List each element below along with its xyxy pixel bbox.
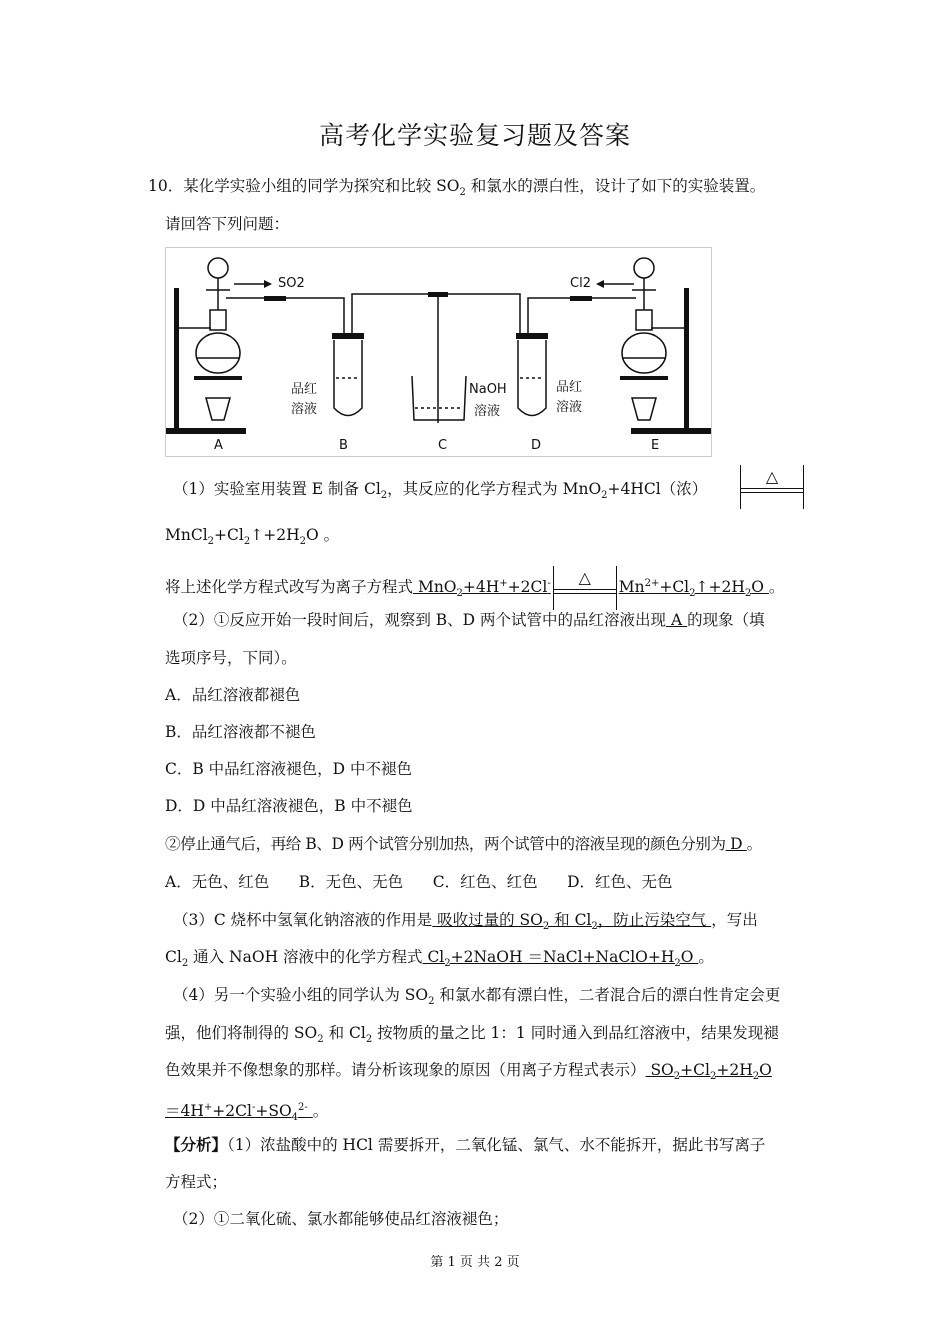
q1-line2: $MnCl_2+Cl_2↑+2H_2O$ 。: [165, 526, 340, 548]
question-intro: 10．某化学实验小组的同学为探究和比较 $SO_2$ 和氯水的漂白性，设计了如下的实验装置。: [148, 177, 766, 199]
apparatus-diagram: [166, 248, 711, 456]
analysis-tag: 【分析】: [165, 1135, 228, 1154]
letter-b: B: [339, 438, 348, 453]
q2-option-d: D．D 中品红溶液褪色，B 中不褪色: [165, 797, 413, 815]
label-naoh: NaOH: [469, 382, 507, 397]
so2-label: SO2: [278, 276, 305, 291]
label-naoh-rongye: 溶液: [474, 404, 501, 419]
q4-line1: （4）另一个实验小组的同学认为 $SO_2$ 和氯水都有漂白性，二者混合后的漂白性肯定会更: [173, 986, 781, 1008]
q4-line4: $=4H^++2Cl^-+SO_4^{2-}$ 。: [165, 1102, 329, 1124]
q2-options-2: A．无色、红色 B．无色、无色 C．红色、红色 D．红色、无色: [165, 873, 673, 891]
q2-answer-1: A: [666, 611, 688, 629]
apparatus-figure: [165, 247, 712, 457]
stand-left: [174, 288, 179, 428]
letter-a: A: [214, 438, 223, 453]
q1-delta-sign: △: [740, 465, 804, 509]
analysis-line2: 方程式；: [165, 1173, 228, 1191]
q3-line2: $Cl_2$ 通入 NaOH 溶液中的化学方程式 $Cl_2+2NaOH$ $=NaCl+NaClO+H_2O$ 。: [165, 948, 714, 970]
letter-d: D: [531, 438, 542, 453]
stand-right: [684, 288, 689, 428]
label-pinhong-d: 品红: [556, 380, 583, 395]
q1-line3: 将上述化学方程式改写为离子方程式 MnO$_2$+4H++2Cl- △ $Mn^{2+}+Cl_2↑+2H_2O$ 。: [165, 566, 784, 610]
q2-line1: （2）①反应开始一段时间后，观察到 B、D 两个试管中的品红溶液出现 A 的现象（填: [173, 611, 765, 629]
page-title: 高考化学实验复习题及答案: [318, 121, 631, 150]
q3-line1: （3）C 烧杯中氢氧化钠溶液的作用是 吸收过量的 $SO_2$ 和 $Cl_2$，防止污染空气 ，写出: [173, 911, 758, 933]
letter-e: E: [651, 438, 660, 453]
q1-answer: MnO$_2$+4H++2Cl- △ $Mn^{2+}+Cl_2↑+2H_2O$: [413, 578, 769, 596]
q4-answer-part2: $=4H^++2Cl^-+SO_4^{2-}$: [165, 1102, 308, 1124]
q2-option-c: C．B 中品红溶液褪色，D 中不褪色: [165, 760, 413, 778]
q4-line2: 强，他们将制得的 $SO_2$ 和 $Cl_2$ 按物质的量之比 1：1 同时通入到品红溶液中，结果发现褪: [165, 1024, 779, 1046]
question-prompt: 请回答下列问题：: [165, 215, 290, 233]
analysis-line3: （2）①二氧化硫、氯水都能够使品红溶液褪色；: [173, 1210, 509, 1228]
page-footer: 第 1 页 共 2 页: [430, 1255, 520, 1270]
stand-base-left: [166, 428, 246, 434]
stand-base-right: [631, 428, 711, 434]
q3-answer-1: 吸收过量的 $SO_2$ 和 $Cl_2$，防止污染空气: [432, 911, 712, 933]
q4-answer-part1: $SO_2+Cl_2+2H_2O$: [645, 1061, 772, 1083]
q2-option-b: B．品红溶液都不褪色: [165, 723, 316, 741]
q1-line1: （1）实验室用装置 E 制备 $Cl_2$，其反应的化学方程式为 MnO$_2$+4HCl（浓）: [173, 480, 708, 502]
q2-option-a: A．品红溶液都褪色: [165, 686, 301, 704]
q2-answer-2: D: [725, 835, 747, 853]
cl2-label: Cl2: [570, 276, 591, 291]
label-rongye-d: 溶液: [556, 400, 583, 415]
q2-sub2: ②停止通气后，再给 B、D 两个试管分别加热，两个试管中的溶液呈现的颜色分别为 D 。: [165, 835, 762, 853]
letter-c: C: [438, 438, 448, 453]
q4-line3: 色效果并不像想象的那样。请分析该现象的原因（用离子方程式表示） $SO_2+Cl_2+2H_2O$: [165, 1061, 772, 1083]
q2-line2: 选项序号，下同）。: [165, 649, 297, 667]
analysis-line1: 【分析】（1）浓盐酸中的 HCl 需要拆开，二氧化锰、氯气、水不能拆开，据此书写离子: [165, 1135, 766, 1154]
q3-answer-2: $Cl_2+2NaOH$ $=NaCl+NaClO+H_2O$: [422, 948, 699, 970]
label-rongye-b: 溶液: [291, 402, 318, 417]
label-pinhong-b: 品红: [291, 382, 318, 397]
